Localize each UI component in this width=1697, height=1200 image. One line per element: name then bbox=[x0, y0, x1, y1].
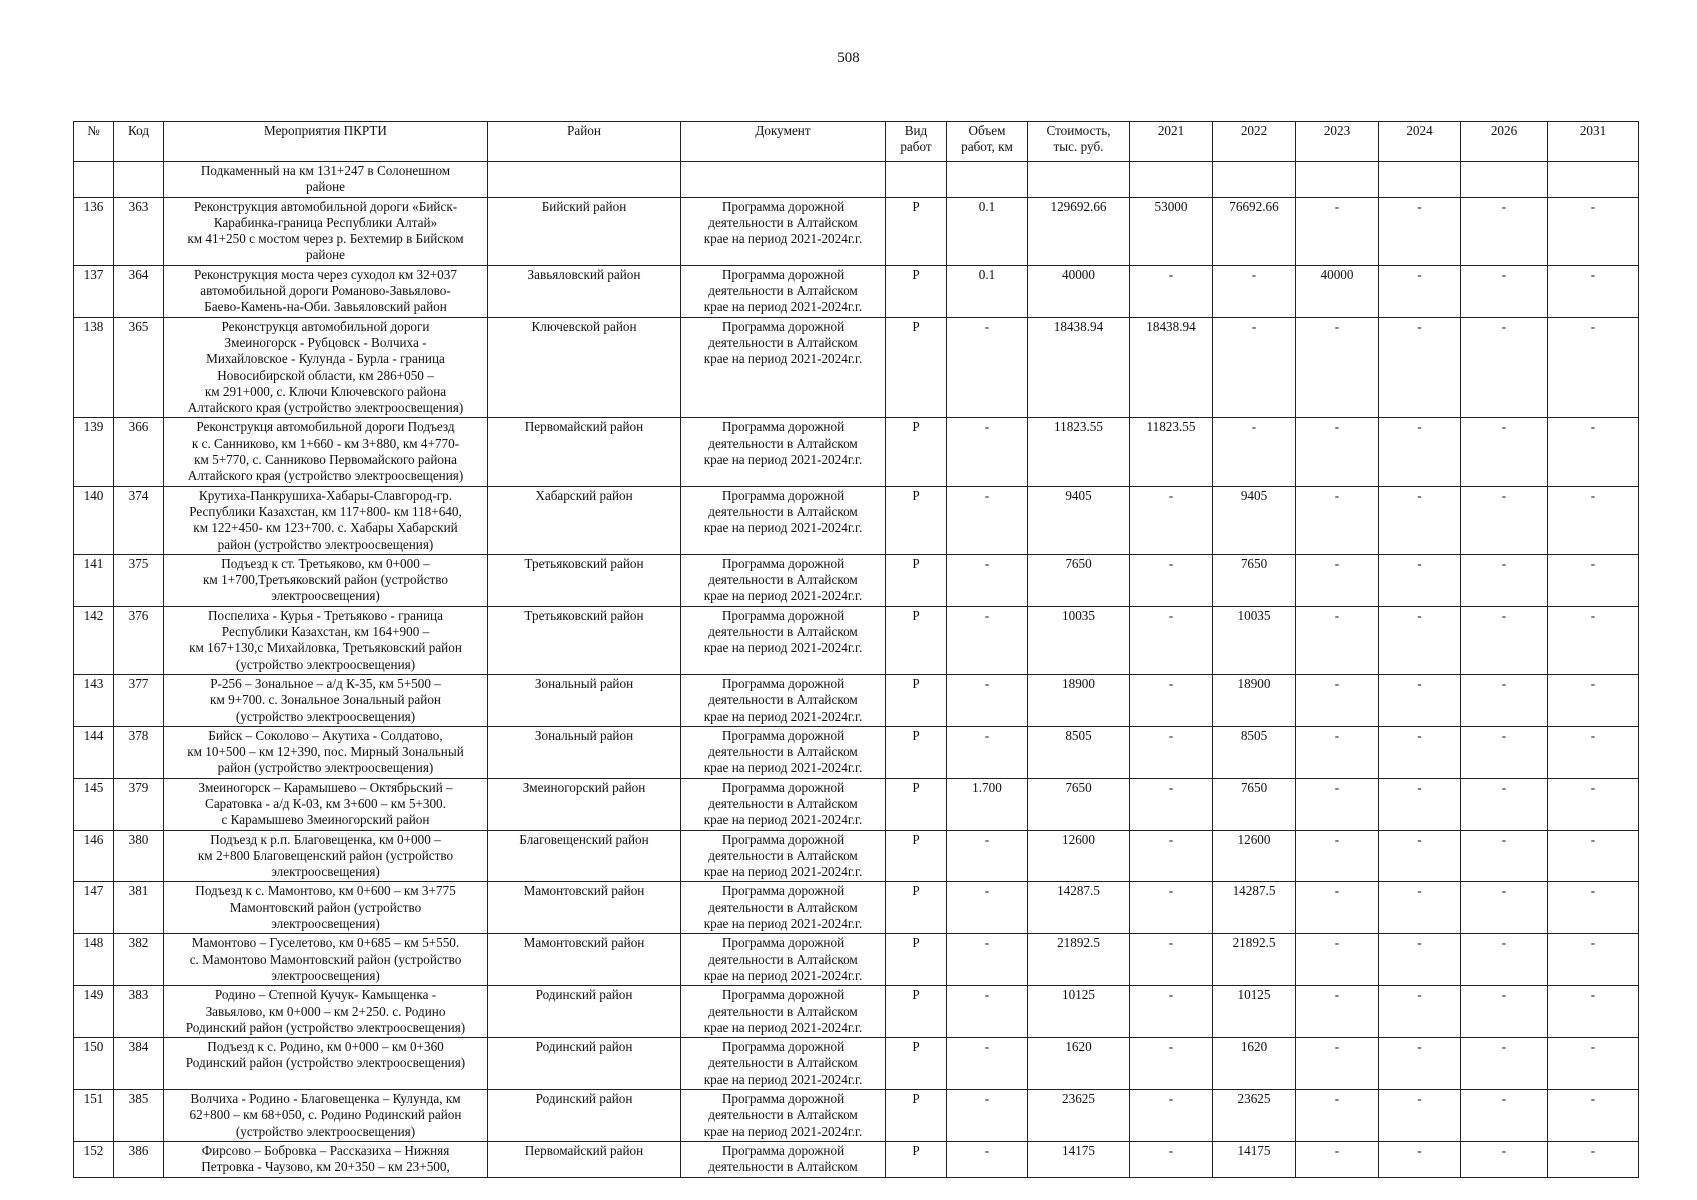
year-2026-cell: - bbox=[1461, 674, 1548, 726]
work-type-cell: Р bbox=[886, 554, 947, 606]
district-cell: Первомайский район bbox=[488, 418, 681, 486]
year-2021-cell: - bbox=[1130, 778, 1213, 830]
measure-cell: Мамонтово – Гуселетово, км 0+685 – км 5+550. с. Мамонтово Мамонтовский район (устройство электроосвещения) bbox=[164, 934, 488, 986]
year-2026-cell: - bbox=[1461, 418, 1548, 486]
year-2023-cell: - bbox=[1296, 317, 1379, 418]
year-2024-cell: - bbox=[1379, 986, 1461, 1038]
row-number-cell: 148 bbox=[74, 934, 114, 986]
district-cell: Ключевской район bbox=[488, 317, 681, 418]
year-2022-cell: 12600 bbox=[1213, 830, 1296, 882]
year-2023-cell: - bbox=[1296, 934, 1379, 986]
year-2022-cell: - bbox=[1213, 317, 1296, 418]
year-2023-cell: 40000 bbox=[1296, 265, 1379, 317]
work-type-cell: Р bbox=[886, 606, 947, 674]
header-2031: 2031 bbox=[1548, 122, 1639, 162]
district-cell: Змеиногорский район bbox=[488, 778, 681, 830]
code-cell: 386 bbox=[114, 1141, 164, 1177]
year-2024-cell: - bbox=[1379, 726, 1461, 778]
year-2021-cell: - bbox=[1130, 986, 1213, 1038]
year-2026-cell: - bbox=[1461, 830, 1548, 882]
district-cell: Завьяловский район bbox=[488, 265, 681, 317]
year-2021-cell: - bbox=[1130, 934, 1213, 986]
year-2024-cell: - bbox=[1379, 418, 1461, 486]
year-2031-cell: - bbox=[1548, 1090, 1639, 1142]
district-cell bbox=[488, 162, 681, 198]
measure-cell: Подъезд к ст. Третьяково, км 0+000 – км 1+700,Третьяковский район (устройство электроосвещения) bbox=[164, 554, 488, 606]
volume-cell: - bbox=[947, 418, 1028, 486]
work-type-cell: Р bbox=[886, 265, 947, 317]
volume-cell: - bbox=[947, 882, 1028, 934]
table-row bbox=[74, 265, 1639, 317]
table-row bbox=[74, 674, 1639, 726]
cost-cell: 40000 bbox=[1028, 265, 1130, 317]
year-2021-cell: - bbox=[1130, 1038, 1213, 1090]
code-cell: 380 bbox=[114, 830, 164, 882]
code-cell: 383 bbox=[114, 986, 164, 1038]
table-row bbox=[74, 986, 1639, 1038]
work-type-cell: Р bbox=[886, 986, 947, 1038]
cost-cell: 7650 bbox=[1028, 554, 1130, 606]
cost-cell: 14175 bbox=[1028, 1141, 1130, 1177]
measure-cell: Р-256 – Зональное – а/д К-35, км 5+500 – км 9+700. с. Зональное Зональный район (устройство электроосвещения) bbox=[164, 674, 488, 726]
work-type-cell: Р bbox=[886, 1090, 947, 1142]
cost-cell: 9405 bbox=[1028, 486, 1130, 554]
table-row bbox=[74, 606, 1639, 674]
row-number-cell: 141 bbox=[74, 554, 114, 606]
row-number-cell: 136 bbox=[74, 197, 114, 265]
cost-cell: 12600 bbox=[1028, 830, 1130, 882]
header-2024: 2024 bbox=[1379, 122, 1461, 162]
row-number-cell: 149 bbox=[74, 986, 114, 1038]
cost-cell: 18900 bbox=[1028, 674, 1130, 726]
district-cell: Мамонтовский район bbox=[488, 934, 681, 986]
code-cell: 378 bbox=[114, 726, 164, 778]
program-table bbox=[73, 121, 1639, 1178]
year-2031-cell: - bbox=[1548, 554, 1639, 606]
year-2022-cell: 10035 bbox=[1213, 606, 1296, 674]
year-2023-cell: - bbox=[1296, 418, 1379, 486]
year-2024-cell: - bbox=[1379, 1038, 1461, 1090]
code-cell: 365 bbox=[114, 317, 164, 418]
header-2023: 2023 bbox=[1296, 122, 1379, 162]
work-type-cell: Р bbox=[886, 317, 947, 418]
year-2031-cell: - bbox=[1548, 1038, 1639, 1090]
code-cell: 377 bbox=[114, 674, 164, 726]
row-number-cell: 145 bbox=[74, 778, 114, 830]
district-cell: Мамонтовский район bbox=[488, 882, 681, 934]
year-2031-cell: - bbox=[1548, 418, 1639, 486]
year-2023-cell: - bbox=[1296, 606, 1379, 674]
row-number-cell: 147 bbox=[74, 882, 114, 934]
volume-cell: - bbox=[947, 674, 1028, 726]
header-number: № bbox=[74, 122, 114, 162]
measure-cell: Реконструкция моста через суходол км 32+037 автомобильной дороги Романово-Завьялово- Баево-Камень-на-Оби. Завьяловский район bbox=[164, 265, 488, 317]
table-row bbox=[74, 882, 1639, 934]
measure-cell: Реконструкця автомобильной дороги Подъезд к с. Санниково, км 1+660 - км 3+880, км 4+770- км 5+770, с. Санниково Первомайского района Алтайского края (устройство электроосвещения) bbox=[164, 418, 488, 486]
year-2021-cell: - bbox=[1130, 1090, 1213, 1142]
measure-cell: Подъезд к с. Мамонтово, км 0+600 – км 3+775 Мамонтовский район (устройство электроосвещения) bbox=[164, 882, 488, 934]
row-number-cell: 151 bbox=[74, 1090, 114, 1142]
cost-cell: 23625 bbox=[1028, 1090, 1130, 1142]
year-2021-cell: - bbox=[1130, 674, 1213, 726]
measure-cell: Фирсово – Бобровка – Рассказиха – Нижняя Петровка - Чаузово, км 20+350 – км 23+500, bbox=[164, 1141, 488, 1177]
document-cell: Программа дорожной деятельности в Алтайском крае на период 2021-2024г.г. bbox=[681, 418, 886, 486]
district-cell: Благовещенский район bbox=[488, 830, 681, 882]
cost-cell: 14287.5 bbox=[1028, 882, 1130, 934]
year-2022-cell: - bbox=[1213, 418, 1296, 486]
row-number-cell: 146 bbox=[74, 830, 114, 882]
year-2022-cell: 14175 bbox=[1213, 1141, 1296, 1177]
header-work-type: Вид работ bbox=[886, 122, 947, 162]
year-2024-cell: - bbox=[1379, 674, 1461, 726]
year-2023-cell: - bbox=[1296, 486, 1379, 554]
row-number-cell: 150 bbox=[74, 1038, 114, 1090]
year-2024-cell: - bbox=[1379, 197, 1461, 265]
year-2023-cell: - bbox=[1296, 1141, 1379, 1177]
year-2024-cell: - bbox=[1379, 1141, 1461, 1177]
header-document: Документ bbox=[681, 122, 886, 162]
year-2022-cell: 10125 bbox=[1213, 986, 1296, 1038]
measure-cell: Родино – Степной Кучук- Камыщенка - Завьялово, км 0+000 – км 2+250. с. Родино Родинский район (устройство электроосвещения) bbox=[164, 986, 488, 1038]
volume-cell: - bbox=[947, 934, 1028, 986]
year-2021-cell: - bbox=[1130, 606, 1213, 674]
cost-cell: 21892.5 bbox=[1028, 934, 1130, 986]
year-2026-cell: - bbox=[1461, 554, 1548, 606]
code-cell: 374 bbox=[114, 486, 164, 554]
code-cell: 366 bbox=[114, 418, 164, 486]
year-2031-cell: - bbox=[1548, 674, 1639, 726]
document-cell: Программа дорожной деятельности в Алтайском крае на период 2021-2024г.г. bbox=[681, 1038, 886, 1090]
work-type-cell: Р bbox=[886, 418, 947, 486]
cost-cell bbox=[1028, 162, 1130, 198]
document-cell: Программа дорожной деятельности в Алтайском крае на период 2021-2024г.г. bbox=[681, 486, 886, 554]
district-cell: Третьяковский район bbox=[488, 554, 681, 606]
measure-cell: Змеиногорск – Карамышево – Октябрьский – Саратовка - а/д К-03, км 3+600 – км 5+300. с Карамышево Змеиногорский район bbox=[164, 778, 488, 830]
year-2022-cell: 76692.66 bbox=[1213, 197, 1296, 265]
measure-cell: Крутиха-Панкрушиха-Хабары-Славгород-гр. Республики Казахстан, км 117+800- км 118+640, км 122+450- км 123+700. с. Хабары Хабарский район (устройство электроосвещения) bbox=[164, 486, 488, 554]
volume-cell: - bbox=[947, 554, 1028, 606]
work-type-cell: Р bbox=[886, 830, 947, 882]
year-2031-cell: - bbox=[1548, 726, 1639, 778]
year-2024-cell: - bbox=[1379, 1090, 1461, 1142]
measure-cell: Подъезд к с. Родино, км 0+000 – км 0+360 Родинский район (устройство электроосвещения) bbox=[164, 1038, 488, 1090]
code-cell: 364 bbox=[114, 265, 164, 317]
document-cell: Программа дорожной деятельности в Алтайском крае на период 2021-2024г.г. bbox=[681, 554, 886, 606]
code-cell: 376 bbox=[114, 606, 164, 674]
header-2022: 2022 bbox=[1213, 122, 1296, 162]
work-type-cell: Р bbox=[886, 934, 947, 986]
year-2024-cell: - bbox=[1379, 934, 1461, 986]
row-number-cell: 152 bbox=[74, 1141, 114, 1177]
volume-cell: - bbox=[947, 1141, 1028, 1177]
cost-cell: 10125 bbox=[1028, 986, 1130, 1038]
row-number-cell: 144 bbox=[74, 726, 114, 778]
code-cell: 382 bbox=[114, 934, 164, 986]
table-row bbox=[74, 418, 1639, 486]
table-row bbox=[74, 934, 1639, 986]
header-measures: Мероприятия ПКРТИ bbox=[164, 122, 488, 162]
year-2026-cell: - bbox=[1461, 726, 1548, 778]
year-2022-cell: 7650 bbox=[1213, 778, 1296, 830]
year-2026-cell bbox=[1461, 162, 1548, 198]
document-cell: Программа дорожной деятельности в Алтайском крае на период 2021-2024г.г. bbox=[681, 778, 886, 830]
year-2026-cell: - bbox=[1461, 1038, 1548, 1090]
district-cell: Зональный район bbox=[488, 726, 681, 778]
work-type-cell: Р bbox=[886, 197, 947, 265]
year-2023-cell: - bbox=[1296, 197, 1379, 265]
cost-cell: 11823.55 bbox=[1028, 418, 1130, 486]
work-type-cell: Р bbox=[886, 674, 947, 726]
row-number-cell: 140 bbox=[74, 486, 114, 554]
year-2031-cell bbox=[1548, 162, 1639, 198]
code-cell bbox=[114, 162, 164, 198]
document-cell: Программа дорожной деятельности в Алтайском крае на период 2021-2024г.г. bbox=[681, 674, 886, 726]
table-row bbox=[74, 317, 1639, 418]
year-2022-cell: 1620 bbox=[1213, 1038, 1296, 1090]
code-cell: 384 bbox=[114, 1038, 164, 1090]
volume-cell: 0.1 bbox=[947, 265, 1028, 317]
district-cell: Хабарский район bbox=[488, 486, 681, 554]
year-2021-cell: 11823.55 bbox=[1130, 418, 1213, 486]
page-number: 508 bbox=[837, 50, 860, 66]
year-2021-cell: 18438.94 bbox=[1130, 317, 1213, 418]
document-cell: Программа дорожной деятельности в Алтайском крае на период 2021-2024г.г. bbox=[681, 986, 886, 1038]
document-cell: Программа дорожной деятельности в Алтайском крае на период 2021-2024г.г. bbox=[681, 606, 886, 674]
work-type-cell bbox=[886, 162, 947, 198]
table-row bbox=[74, 197, 1639, 265]
table-row bbox=[74, 486, 1639, 554]
volume-cell: - bbox=[947, 317, 1028, 418]
year-2021-cell: - bbox=[1130, 1141, 1213, 1177]
volume-cell: - bbox=[947, 1090, 1028, 1142]
row-number-cell: 138 bbox=[74, 317, 114, 418]
row-number-cell bbox=[74, 162, 114, 198]
year-2031-cell: - bbox=[1548, 986, 1639, 1038]
year-2031-cell: - bbox=[1548, 317, 1639, 418]
year-2023-cell: - bbox=[1296, 986, 1379, 1038]
year-2024-cell: - bbox=[1379, 830, 1461, 882]
row-number-cell: 137 bbox=[74, 265, 114, 317]
year-2031-cell: - bbox=[1548, 606, 1639, 674]
year-2021-cell: - bbox=[1130, 486, 1213, 554]
year-2026-cell: - bbox=[1461, 882, 1548, 934]
year-2031-cell: - bbox=[1548, 830, 1639, 882]
code-cell: 379 bbox=[114, 778, 164, 830]
year-2022-cell: 18900 bbox=[1213, 674, 1296, 726]
measure-cell: Поспелиха - Курья - Третьяково - граница Республики Казахстан, км 164+900 – км 167+130,с Михайловка, Третьяковский район (устройство электроосвещения) bbox=[164, 606, 488, 674]
year-2023-cell: - bbox=[1296, 778, 1379, 830]
year-2031-cell: - bbox=[1548, 486, 1639, 554]
year-2024-cell: - bbox=[1379, 486, 1461, 554]
document-cell: Программа дорожной деятельности в Алтайском крае на период 2021-2024г.г. bbox=[681, 197, 886, 265]
year-2031-cell: - bbox=[1548, 1141, 1639, 1177]
year-2021-cell: - bbox=[1130, 830, 1213, 882]
table-row bbox=[74, 830, 1639, 882]
year-2023-cell bbox=[1296, 162, 1379, 198]
volume-cell: - bbox=[947, 486, 1028, 554]
year-2026-cell: - bbox=[1461, 1141, 1548, 1177]
work-type-cell: Р bbox=[886, 1038, 947, 1090]
table-row bbox=[74, 162, 1639, 198]
work-type-cell: Р bbox=[886, 882, 947, 934]
measure-cell: Волчиха - Родино - Благовещенка – Кулунда, км 62+800 – км 68+050, с. Родино Родинский район (устройство электроосвещения) bbox=[164, 1090, 488, 1142]
district-cell: Первомайский район bbox=[488, 1141, 681, 1177]
document-cell: Программа дорожной деятельности в Алтайском крае на период 2021-2024г.г. bbox=[681, 726, 886, 778]
year-2023-cell: - bbox=[1296, 882, 1379, 934]
table-row bbox=[74, 1038, 1639, 1090]
year-2031-cell: - bbox=[1548, 778, 1639, 830]
measure-cell: Бийск – Соколово – Акутиха - Солдатово, км 10+500 – км 12+390, пос. Мирный Зональный район (устройство электроосвещения) bbox=[164, 726, 488, 778]
district-cell: Третьяковский район bbox=[488, 606, 681, 674]
year-2022-cell: 7650 bbox=[1213, 554, 1296, 606]
work-type-cell: Р bbox=[886, 778, 947, 830]
row-number-cell: 143 bbox=[74, 674, 114, 726]
year-2031-cell: - bbox=[1548, 882, 1639, 934]
measure-cell: Подъезд к р.п. Благовещенка, км 0+000 – км 2+800 Благовещенский район (устройство электроосвещения) bbox=[164, 830, 488, 882]
year-2024-cell: - bbox=[1379, 317, 1461, 418]
header-volume: Объем работ, км bbox=[947, 122, 1028, 162]
year-2022-cell: 8505 bbox=[1213, 726, 1296, 778]
document-cell: Программа дорожной деятельности в Алтайском bbox=[681, 1141, 886, 1177]
year-2031-cell: - bbox=[1548, 265, 1639, 317]
year-2021-cell: - bbox=[1130, 554, 1213, 606]
year-2026-cell: - bbox=[1461, 317, 1548, 418]
document-cell: Программа дорожной деятельности в Алтайском крае на период 2021-2024г.г. bbox=[681, 317, 886, 418]
code-cell: 375 bbox=[114, 554, 164, 606]
table-row bbox=[74, 1090, 1639, 1142]
table-row bbox=[74, 778, 1639, 830]
table-row bbox=[74, 554, 1639, 606]
district-cell: Родинский район bbox=[488, 1090, 681, 1142]
year-2021-cell: - bbox=[1130, 882, 1213, 934]
year-2023-cell: - bbox=[1296, 1090, 1379, 1142]
year-2026-cell: - bbox=[1461, 778, 1548, 830]
year-2026-cell: - bbox=[1461, 1090, 1548, 1142]
volume-cell: 1.700 bbox=[947, 778, 1028, 830]
measure-cell: Подкаменный на км 131+247 в Солонешном районе bbox=[164, 162, 488, 198]
district-cell: Родинский район bbox=[488, 986, 681, 1038]
year-2031-cell: - bbox=[1548, 934, 1639, 986]
year-2024-cell bbox=[1379, 162, 1461, 198]
year-2021-cell bbox=[1130, 162, 1213, 198]
year-2021-cell: 53000 bbox=[1130, 197, 1213, 265]
header-district: Район bbox=[488, 122, 681, 162]
header-2026: 2026 bbox=[1461, 122, 1548, 162]
year-2026-cell: - bbox=[1461, 986, 1548, 1038]
table-row bbox=[74, 1141, 1639, 1177]
cost-cell: 10035 bbox=[1028, 606, 1130, 674]
district-cell: Зональный район bbox=[488, 674, 681, 726]
year-2022-cell: 21892.5 bbox=[1213, 934, 1296, 986]
year-2026-cell: - bbox=[1461, 486, 1548, 554]
header-cost: Стоимость, тыс. руб. bbox=[1028, 122, 1130, 162]
cost-cell: 1620 bbox=[1028, 1038, 1130, 1090]
row-number-cell: 142 bbox=[74, 606, 114, 674]
document-cell: Программа дорожной деятельности в Алтайском крае на период 2021-2024г.г. bbox=[681, 1090, 886, 1142]
year-2023-cell: - bbox=[1296, 1038, 1379, 1090]
year-2023-cell: - bbox=[1296, 726, 1379, 778]
year-2031-cell: - bbox=[1548, 197, 1639, 265]
volume-cell: - bbox=[947, 726, 1028, 778]
cost-cell: 8505 bbox=[1028, 726, 1130, 778]
year-2023-cell: - bbox=[1296, 554, 1379, 606]
measure-cell: Реконструкция автомобильной дороги «Бийск- Карабинка-граница Республики Алтай» км 41+250 с мостом через р. Бехтемир в Бийском районе bbox=[164, 197, 488, 265]
code-cell: 363 bbox=[114, 197, 164, 265]
district-cell: Бийский район bbox=[488, 197, 681, 265]
work-type-cell: Р bbox=[886, 726, 947, 778]
volume-cell: - bbox=[947, 986, 1028, 1038]
volume-cell: - bbox=[947, 1038, 1028, 1090]
measure-cell: Реконструкця автомобильной дороги Змеиногорск - Рубцовск - Волчиха - Михайловское - Кулунда - Бурла - граница Новосибирской области, км 286+050 – км 291+000, с. Ключи Ключевского района Алтайского края (устройство электроосвещения) bbox=[164, 317, 488, 418]
year-2022-cell bbox=[1213, 162, 1296, 198]
volume-cell bbox=[947, 162, 1028, 198]
document-cell: Программа дорожной деятельности в Алтайском крае на период 2021-2024г.г. bbox=[681, 265, 886, 317]
year-2023-cell: - bbox=[1296, 830, 1379, 882]
cost-cell: 18438.94 bbox=[1028, 317, 1130, 418]
document-cell: Программа дорожной деятельности в Алтайском крае на период 2021-2024г.г. bbox=[681, 830, 886, 882]
year-2024-cell: - bbox=[1379, 265, 1461, 317]
year-2024-cell: - bbox=[1379, 882, 1461, 934]
cost-cell: 129692.66 bbox=[1028, 197, 1130, 265]
header-code: Код bbox=[114, 122, 164, 162]
header-2021: 2021 bbox=[1130, 122, 1213, 162]
year-2022-cell: - bbox=[1213, 265, 1296, 317]
volume-cell: - bbox=[947, 606, 1028, 674]
year-2024-cell: - bbox=[1379, 778, 1461, 830]
table-body bbox=[74, 162, 1639, 1178]
year-2022-cell: 9405 bbox=[1213, 486, 1296, 554]
year-2023-cell: - bbox=[1296, 674, 1379, 726]
district-cell: Родинский район bbox=[488, 1038, 681, 1090]
year-2021-cell: - bbox=[1130, 726, 1213, 778]
document-cell bbox=[681, 162, 886, 198]
row-number-cell: 139 bbox=[74, 418, 114, 486]
year-2026-cell: - bbox=[1461, 606, 1548, 674]
year-2022-cell: 14287.5 bbox=[1213, 882, 1296, 934]
year-2024-cell: - bbox=[1379, 554, 1461, 606]
year-2022-cell: 23625 bbox=[1213, 1090, 1296, 1142]
year-2026-cell: - bbox=[1461, 934, 1548, 986]
work-type-cell: Р bbox=[886, 486, 947, 554]
year-2021-cell: - bbox=[1130, 265, 1213, 317]
cost-cell: 7650 bbox=[1028, 778, 1130, 830]
table-header-row bbox=[74, 122, 1639, 162]
volume-cell: - bbox=[947, 830, 1028, 882]
code-cell: 381 bbox=[114, 882, 164, 934]
document-cell: Программа дорожной деятельности в Алтайском крае на период 2021-2024г.г. bbox=[681, 882, 886, 934]
document-cell: Программа дорожной деятельности в Алтайском крае на период 2021-2024г.г. bbox=[681, 934, 886, 986]
table-row bbox=[74, 726, 1639, 778]
year-2026-cell: - bbox=[1461, 197, 1548, 265]
year-2024-cell: - bbox=[1379, 606, 1461, 674]
year-2026-cell: - bbox=[1461, 265, 1548, 317]
work-type-cell: Р bbox=[886, 1141, 947, 1177]
volume-cell: 0.1 bbox=[947, 197, 1028, 265]
code-cell: 385 bbox=[114, 1090, 164, 1142]
